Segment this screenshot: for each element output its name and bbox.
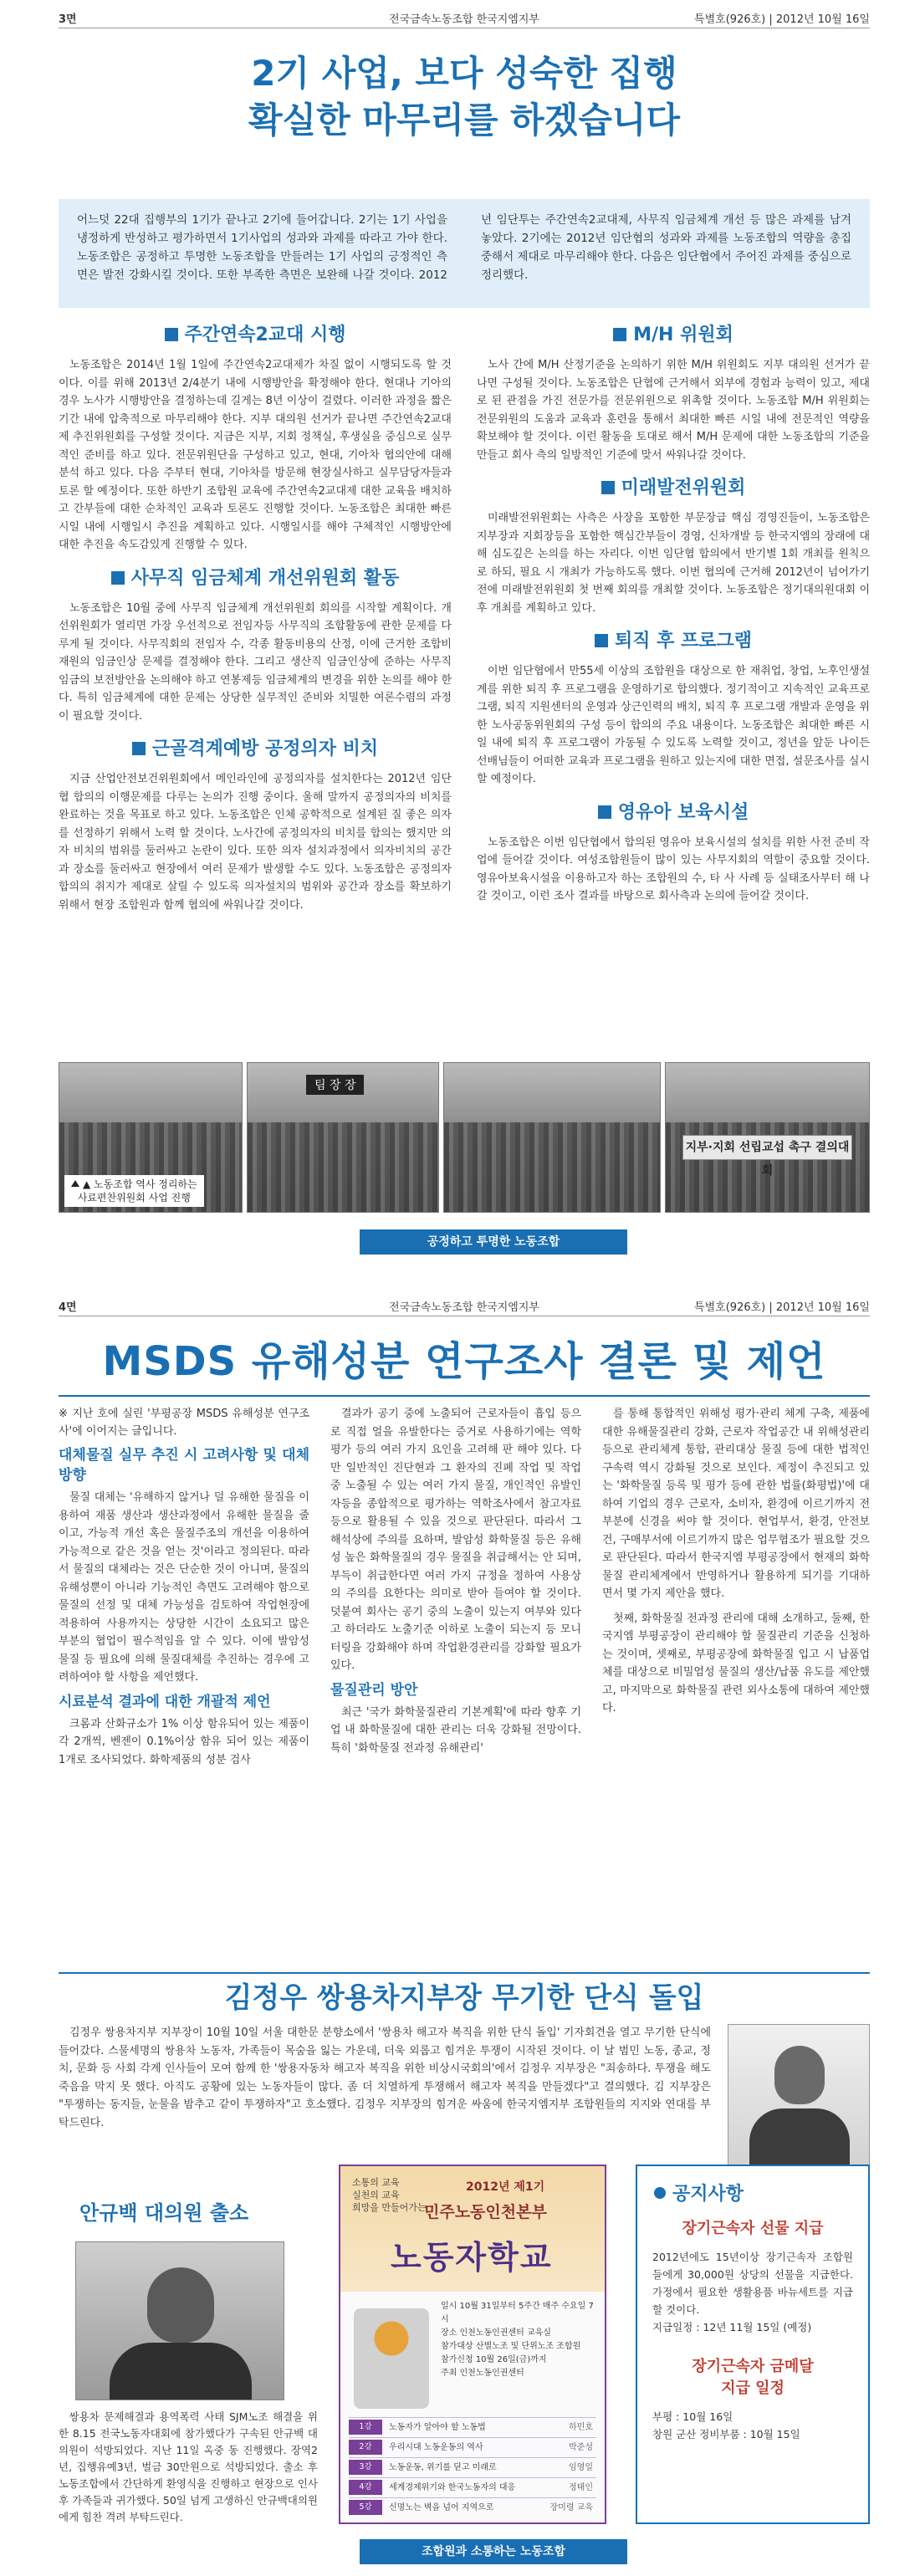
notice-heading: 공지사항 [654,2180,744,2205]
section-title: M/H 위원회 [477,323,870,348]
lead-box [59,199,870,308]
page-title: MSDS 유해성분 연구조사 결론 및 제언 [102,1338,826,1385]
right-column [477,311,870,906]
poster-info: 일시 10월 31일부터 5주간 매주 수요일 7시 장소 인천노동인권센터 교육실 참가대상 산별노조 및 단위노조 조합원 참가신청 10월 26일(금)까지 주최 인천노동인권센터 [441,2302,594,2378]
section-title: 사무직 임금체계 개선위원회 활동 [59,566,452,591]
square-bullet-icon [613,328,626,341]
section-title: 주간연속2교대 시행 [59,323,452,348]
subheading: 물질관리 방안 [330,1681,418,1699]
lead-text: 어느덧 22대 집행부의 1기가 끝나고 2기에 들어갑니다. 2기는 1기 사업을 냉정하게 반성하고 평가하면서 1기사업의 성과와 과제를 따라고 가야 한다. 노동조합은 공정하고 투명한 노동조합을 만들려는 1기 사업의 긍정적인 측면은 발전 강화시킬 것이다. 또한 부족한 측면은 보완해 나갈 것이다. 2012년 임단투는 주간연속2교대제, 사무직 임금체계 개선 등 많은 과제를 남겨 놓았다. 2기에는 2012년 임단협의 성과와 과제를 노동조합의 역량을 총집중해서 제대로 마무리해야 한다. 다음은 임단협에서 주어진 과제를 중심으로 정리했다. [77,213,851,282]
page-footer-slogan: 공정하고 투명한 노동조합 [360,1229,627,1255]
headline-line-2: 확실한 마무리를 하겠습니다 [248,100,681,141]
section-title: 미래발전위원회 [477,476,870,501]
notice-title: 장기근속자 선물 지급 [682,2220,824,2237]
list-item: 5강 신명노는 벽을 넘어 지역으로 장미령 교육 [349,2497,596,2517]
title-rule [59,1395,870,1397]
poster-illustration [354,2308,429,2409]
issue-info: 특별호(926호) | 2012년 10월 16일 [694,13,870,26]
workers-school-poster [339,2165,606,2524]
page-footer-slogan: 조합원과 소통하는 노동조합 [360,2539,627,2564]
section-body: 노동조합은 이번 임단협에서 합의된 영유아 보육시설의 설치를 위한 사전 준비 작업에 들어갈 것이다. 여성조합원들이 많이 있는 사무지회의 역할이 중요할 것이다. 영유아보육시설을 이용하고자 하는 조합원의 수, 타 사 사례 등 실태조사부터 해 나갈 것이고, 이런 조사 결과를 바탕으로 회사측과 논의에 들어갈 것이다. [477,836,870,902]
square-bullet-icon [595,634,608,647]
square-bullet-icon [111,571,125,585]
release-body: 쌍용차 문제해결과 용역폭력 사태 SJM노조 해결을 위한 8.15 전국노동자대회에 참가했다가 구속된 안규백 대의원이 석방되었다. 지난 11일 옥중 동 진행했다. 장역2년, 집행유예3년, 벌금 30만원으로 석방되었다. 출소 후 노동조합에서 간단하게 환영식을 진행하고 현장으로 인사 후 가족들과 귀가했다. 50일 넘게 고생하신 안규백대의원에게 힘찬 격려 부탁드린다. [59,2410,318,2523]
section-body: 지금 산업안전보건위원회에서 메인라인에 공정의자를 설치한다는 2012년 임단협 합의의 이행문제를 다루는 논의가 진행 중이다. 울해 말까지 공정의자의 비치를 완료하는 것을 목표로 하고 있다. 노동조합은 인체 공학적으로 설계된 질 좋은 의자를 선정하기 위해서 노력 할 것이다. 노사간에 공정의자의 비치를 합의는 했지만 의자 비치의 범위를 둘러싸고 논란이 있다. 또한 의자 설치과정에서 의자비치의 공간과 장소를 둘러싸고 현장에서 여러 문제가 발생할 수도 있다. 노동조합은 공정의자 합의의 취지가 제대로 살릴 수 있도록 의자설치의 범위와 공간과 장소를 확보하기 위해서 현장 조합원과 함께 협의에 싸워나갈 것이다. [59,773,452,912]
page-4 [0,1288,920,2576]
article-body: 물질 대체는 '유해하지 않거나 덜 유해한 물질을 이용하여 재품 생산과 생산과정에서 유해한 물질을 줄이고, 가능적 개선 혹은 물질주조의 개선을 이용하여 가능적으로 같은 것을 얻는 것'이라고 정의된다. 따라서 물질의 대체라는 것은 단순한 것이 아니며, 물질의 유해성뿐이 아니라 기능적인 측면도 고려해야 함으로 물질의 선정 및 대체 가능성을 검토하여 작업현장에 적용하여 사용까지는 상당한 시간이 소요되고 많은 부분의 협업이 필수적임을 알 수 있다. 이에 발암성 물질 등 필요에 의해 물질대체를 추진하는 경우에 고려하여야 할 사항을 제언했다. [59,1491,309,1684]
release-photo [75,2241,284,2400]
msds-column-1 [59,1405,309,1769]
article-body: 를 통해 통합적인 위해성 평가·관리 체계 구축, 제품에 대한 유해물질관리 강화, 근로자 작업공간 내 위해성관리 등으로 관리체계 통합, 관리대상 물질 등에 대한 법적인 구속력 역시 강화될 것으로 보인다. 제정이 추진되고 있는 '화학물질 등록 및 평가 등에 관한 법률(화평법)'에 대하여 기업의 경우 근로자, 소비자, 환경에 이르기까지 전 부분에 신경을 써야 할 것이다. 현업부서, 환경, 안전보건, 구매부서에 이르기까지 많은 업무협조가 필요할 것으로 판단된다. 따라서 한국지엠 부평공장에서 현재의 화학물질 관리체계에서 반영하거나 활용하게 되기를 기대하면서 몇 가지 제안을 했다. [602,1408,870,1600]
triangle-icon [71,1180,79,1187]
photo-rally-banner [665,1062,870,1213]
square-bullet-icon [598,805,611,819]
section-body: 노사 간에 M/H 산정기준을 논의하기 위한 M/H 위원회도 지부 대의원 선거가 끝나면 구성될 것이다. 노동조합은 단협에 근거해서 외부에 경험과 능력이 있고, 제대로 된 관점을 가진 전문가를 전문위원으로 위촉할 것이다. 노동조합 M/H 위원회는 전문위원의 도움과 교육과 훈련을 통해서 최대한 빠른 시일 내에 전문적인 역량을 확보해야 할 것이다. 이런 활동을 토대로 해서 M/H 문제에 대한 노동조합의 기준을 만들고 회사 측의 일방적인 기준에 맞서 싸워나갈 것이다. [477,359,870,462]
masthead-org: 전국금속노동조합 한국지엠지부 [389,13,539,26]
list-item: 4강 세계경제위기와 한국노동자의 대응 정태인 [349,2477,596,2497]
release-headline: 안규백 대의원 출소 [79,2201,249,2225]
headline-line-1: 2기 사업, 보다 성숙한 집행 [251,53,677,94]
square-bullet-icon [165,328,178,341]
subheading: 대체물질 실무 추진 시 고려사항 및 대체방향 [59,1447,309,1484]
masthead [59,7,870,28]
issue-info: 특별호(926호) | 2012년 10월 16일 [694,1301,870,1314]
square-bullet-icon [132,742,146,755]
feature-headline: 김정우 쌍용차지부장 무기한 단식 돌입 [59,1972,870,2017]
page-title [59,50,870,144]
intro-note: ※ 지난 호에 실린 '부평공장 MSDS 유해성분 연구조사'에 이어지는 글입니다. [59,1408,309,1438]
article-body: 결과가 공기 중에 노출되어 근로자들이 흡입 등으로 직접 얼을 유발한다는 증거로 사용하기에는 역학평가 등의 여러 가지 요인을 고려해 판 해야 있다. 다만 일반적인 진단현과 그 환자의 진폐 작업 및 작업 중 노출될 수 있는 여러 가지 물질, 개인적인 유발인자등을 종합적으로 평가하는 역학조사에서 참고자료 등으로 활용될 수 있을 것으로 판단된다. 따라서 그 해석상에 주의를 요하며, 발암성 화학물질 등은 유해성 높은 화학물질의 경우 물질을 취급해서는 안 되며, 부득이 취급한다면 여러 가지 규정을 정하여 사용상의 주의를 요한다는 의미로 받아 들여야 할 것이다. 덧붙여 회사는 공기 중의 노출이 있는지 여부와 있다고 하더라도 노출기준 이하로 노출이 되는지 등 모니터링을 강화해야 하며 작업환경관리를 강화할 필요가 있다. [330,1408,581,1672]
portrait-photo [728,2024,870,2183]
section-title: 퇴직 후 프로그램 [477,629,870,654]
list-item: 3강 노동운동, 위기를 딛고 미래로 임영일 [349,2457,596,2477]
page-3 [0,0,920,1280]
section-title: 근골격계예방 공정의자 비치 [59,737,452,762]
notice-date: 창원 군산 정비부품 : 10월 15일 [652,2428,800,2441]
msds-column-3 [602,1405,870,1718]
masthead [59,1295,870,1316]
poster-year: 2012년 제1기 [466,2180,545,2194]
page-number: 3면 [59,13,77,26]
poster-title: 노동자학교 [391,2239,553,2276]
photo-sign: 팀 장 장 [306,1075,364,1095]
notice-date: 부평 : 10월 16일 [652,2410,733,2423]
list-item: 1강 노동자가 알아야 할 노동법 하민호 [349,2417,596,2437]
list-item: 2강 우리시대 노동운동의 역사 박준성 [349,2437,596,2457]
notice-body: 2012년에도 15년이상 장기근속자 조합원들에게 30,000원 상당의 선물을 지급한다. 가정에서 필요한 생활용품 바뉴세트를 지급할 것이다. [652,2251,853,2316]
article-body: 크롬과 산화규소가 1% 이상 함유되어 있는 제품이 각 2개씩, 벤젠이 0.1%이상 함유 되어 있는 제품이 1개로 조사되었다. 화학제품의 성분 검사 [59,1717,309,1766]
poster-org: 민주노동인천본부 [424,2203,547,2221]
photo-factory-gate [247,1062,439,1213]
msds-column-2 [330,1405,581,1757]
left-column [59,311,452,914]
masthead-org: 전국금속노동조합 한국지엠지부 [389,1301,539,1314]
section-body: 이번 임단협에서 만55세 이상의 조합원을 대상으로 한 재취업, 창업, 노후인생설계를 위한 퇴직 후 프로그램을 운영하기로 합의했다. 정기적이고 지속적인 교육프로그램, 퇴직 지원센터의 운영과 상근인력의 배치, 퇴직 후 프로그램 개발과 운영을 위한 노사공동위원회의 구성 등이 합의의 주요 내용이다. 노동조합은 최대한 빠른 시일 내에 퇴직 후 프로그램이 가동될 수 있도록 노력할 것이고, 정년을 앞둔 나이든 선배님들이 어떠한 교육과 프로그램을 원하고 있는지에 대한 면접, 설문조사를 실시할 예정이다. [477,665,870,785]
poster-slogan: 소통의 교육 실천의 교육 희망을 만들어가는 [352,2177,427,2213]
photo-caption: ▲ 노동조합 역사 정리하는 사료편찬위원회 사업 진행 [64,1175,204,1207]
notice-box [636,2165,870,2524]
subheading: 시료분석 결과에 대한 개괄적 제언 [59,1693,271,1710]
photo-archive-committee [59,1062,243,1213]
section-body: 노동조합은 2014년 1월 1일에 주간연속2교대제가 차질 없이 시행되도록 할 것이다. 이를 위해 2013년 2/4분기 내에 시행방안을 확정해야 한다. 현대나 기아의 경우 노사가 시행방안을 결정하는데 길게는 8년 이상이 걸렸다. 이러한 과정을 짧은 기간 내에 압축적으로 마무리해야 한다. 지부 대의원 선거가 끝나면 주간연속2교대제 추진위원회를 구성할 것이다. 지금은 지부, 지회 정책실, 후생실을 중심으로 실무적인 준비를 하고 있다. 전문위원단을 구성하고 있고, 현대, 기아차 협의안에 대해 분석 하고 있다. 다음 주부터 현대, 기아차를 방문해 현장실사하고 실무담당자들과 토론 할 예정이다. 또한 하반기 조합원 교육에 주간연속2교대제 대한 교육을 배치하고 간부들에 대한 순차적인 교육과 토론도 진행할 것이다. 노동조합은 최대한 빠른 시일 내에 시행일시 추진을 계획하고 있다. 시행일시를 해야 구체적인 시행방안에 대한 추진을 속도감있게 진행할 수 있다. [59,359,452,551]
feature-body: 김정우 쌍용차지부 지부장이 10월 10일 서울 대한문 분향소에서 '쌍용차 해고자 복직을 위한 단식 돌입' 기자회견을 열고 무기한 단식에 들어갔다. 스물세명의 쌍용차 노동자, 가족들이 목숨을 잃는 가운데, 더욱 외롭고 힘겨운 투쟁이 시작된 것이다. 이 날 범민 노동, 종교, 정치, 문화 등 사회 각계 인사들이 모여 함께 한 '쌍용자동차 해고자 복직을 위한 비상시국회의'에서 김정우 지부장은 "죄송하다. 투쟁을 해도 죽음을 막지 못 했다. 아직도 공황에 있는 노동자들이 많다. 좀 더 치열하게 투쟁해서 해고자 복직을 만들겠다"고 결의했다. 김 지부장은 "투쟁하는 동지들, 눈물을 밤추고 같이 투쟁하자"고 호소했다. 김정우 지부장의 힘겨운 싸움에 한국지엠지부 조합원들의 지지와 연대를 부탁드린다. [59,2027,711,2129]
article-body: 첫째, 화학물질 전과정 관리에 대해 소개하고, 둘째, 한국지엠 부평공장이 관리해야 할 물질관리 기준을 신청하는 것이며, 셋째로, 부평공장에 화학물질 입고 시 납품업체를 대상으로 비밀엄성 물질의 생산/납품 유도를 제안했고, 마지막으로 화학물질 관련 외사소통에 대하여 제안했다. [602,1612,870,1715]
square-bullet-icon [601,481,615,494]
notice-content [652,2218,853,2443]
notice-date: 지급일정 : 12년 11월 15일 (예정) [652,2321,812,2333]
section-body: 미래발전위원회는 사측은 사장을 포함한 부문장급 핵심 경영진들이, 노동조합은 지부장과 지회장등을 포함한 핵심간부들이 경영, 신차개발 등 한국지엠의 장래에 대해 심도깊은 논의를 하는 자리다. 이번 임단협 합의에서 반기별 1회 개최를 원칙으로 하되, 필요 시 개최가 가능하도록 했다. 이번 협의에 근거해 2012년이 넘어가기 전에 미래발전위원회 첫 번째 회의를 개최할 것이다. 노동조합은 정기대의원대회 이후 개최를 계획하고 있다. [477,512,870,615]
notice-title: 장기근속자 금메달 지급 일정 [692,2358,814,2397]
section-title: 영유아 보육시설 [477,800,870,825]
page-number: 4면 [59,1301,77,1314]
section-body: 노동조합은 10월 중에 사무직 임금체계 개선위원회 회의를 시작할 계획이다. 개선위원회가 열리면 가장 우선적으로 전임자등 사무직의 조합활동에 관한 문제를 다루게 될 것이다. 사무직회의 전임자 수, 각종 활동비용의 산정, 이에 근거한 조합비 재원의 임금인상 문제를 결정해야 한다. 그리고 생산직 임금인상에 준하는 사무직 임금의 보전방안을 논의해야 하고 연봉제등 임금체계의 변경을 위한 논의를 해야 한다. 특히 임금체계에 대한 문제는 상당한 실무적인 준비와 치밀한 여론수렴의 과정이 필요할 것이다. [59,601,452,723]
poster-schedule [349,2417,596,2517]
photo-rally-crowd [443,1062,661,1213]
article-body: 최근 '국가 화학물질관리 기본계획'에 따라 향후 기업 내 화학물질에 대한 관리는 더욱 강화될 전망이다. 특히 '화학물질 전과정 유해관리' [330,1705,581,1755]
bullet-dot-icon [654,2187,666,2199]
photo-banner: 지부·지회 선립교섭 촉구 결의대회 [682,1135,852,1160]
